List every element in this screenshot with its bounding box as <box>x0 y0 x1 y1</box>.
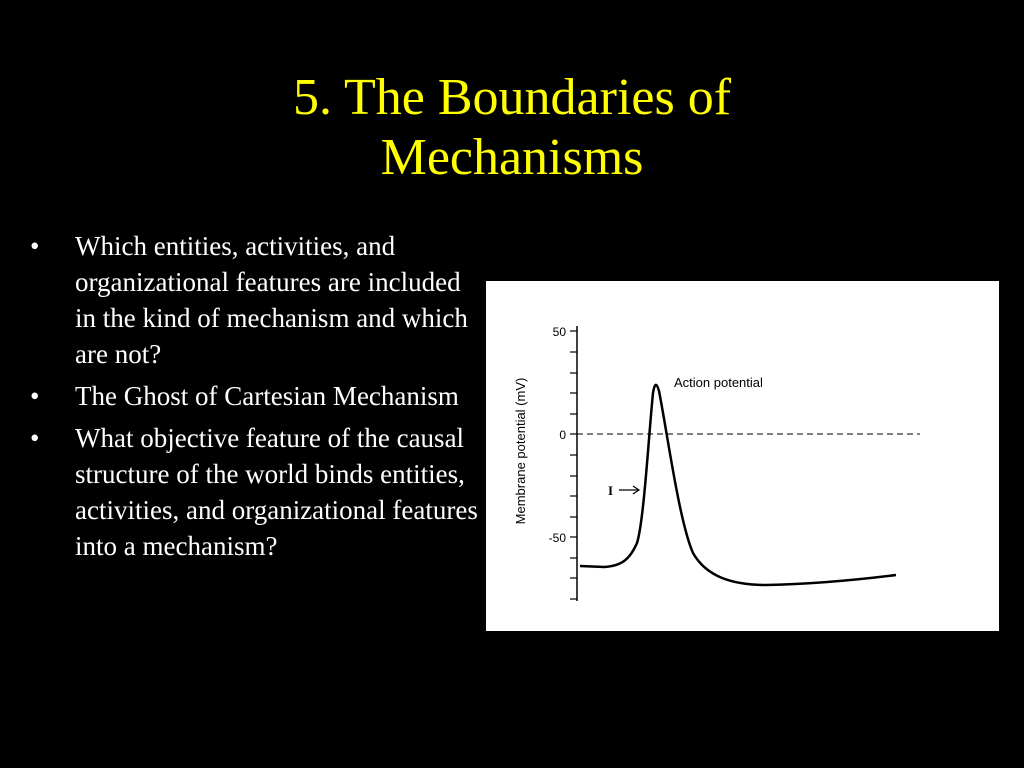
action-potential-curve <box>580 385 896 585</box>
bullet-item-3 <box>30 420 480 564</box>
bullet-text-1: Which entities, activities, and organizational features are included in the kind of mechanism and which are not? <box>75 231 468 369</box>
tick-label-50: 50 <box>552 325 566 339</box>
slide-title <box>0 68 1024 188</box>
bullet-text-2: The Ghost of Cartesian Mechanism <box>75 381 459 411</box>
y-axis-ticks <box>570 331 577 599</box>
action-potential-label: Action potential <box>674 375 763 390</box>
stimulus-label: I <box>608 483 614 498</box>
bullet-dot-icon: • <box>30 231 40 261</box>
tick-label-0: 0 <box>559 428 566 442</box>
bullet-dot-icon: • <box>30 423 40 453</box>
action-potential-figure <box>486 281 999 631</box>
bullet-item-2 <box>30 378 480 414</box>
slide-title-line-2: Mechanisms <box>380 129 644 186</box>
bullet-text-3: What objective feature of the causal structure of the world binds entities, activities, and organizational features into a mechanism? <box>75 423 478 561</box>
bullet-list <box>30 228 480 570</box>
action-potential-graph <box>486 281 999 631</box>
bullet-dot-icon: • <box>30 381 40 411</box>
slide-title-line-1: 5. The Boundaries of <box>292 69 732 126</box>
stimulus-arrow-icon <box>619 486 639 494</box>
tick-label-minus-50: -50 <box>548 531 566 545</box>
y-axis-label: Membrane potential (mV) <box>513 377 528 525</box>
bullet-item-1 <box>30 228 480 372</box>
